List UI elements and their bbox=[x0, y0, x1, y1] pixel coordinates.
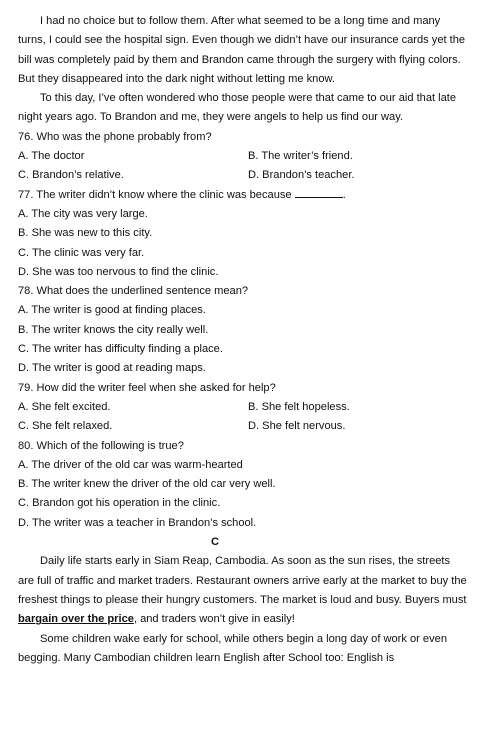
option-b: B. The writer knew the driver of the old car very well. bbox=[18, 478, 276, 491]
option-c: C. The clinic was very far. bbox=[18, 246, 145, 259]
passage-paragraph: Some children wake early for school, while others begin a long day of work or even begging. Many Cambodian children learn English after School too: English is bbox=[18, 632, 447, 664]
option-a: A. The writer is good at finding places. bbox=[18, 304, 206, 317]
question-76-options-row-1 bbox=[18, 147, 468, 166]
question-76-stem: 76. Who was the phone probably from? bbox=[18, 130, 212, 143]
question-79-stem: 79. How did the writer feel when she asked for help? bbox=[18, 381, 276, 394]
question-77-stem: 77. The writer didn’t know where the clinic was because . bbox=[18, 188, 346, 201]
option-d: D. The writer is good at reading maps. bbox=[18, 362, 206, 375]
section-heading: C bbox=[210, 536, 219, 549]
option-d: D. Brandon’s teacher. bbox=[248, 169, 355, 182]
answer-blank bbox=[295, 187, 343, 198]
option-c: C. She felt relaxed. bbox=[18, 420, 113, 433]
option-b: B. The writer knows the city really well. bbox=[18, 323, 209, 336]
option-b: B. She felt hopeless. bbox=[248, 400, 350, 413]
option-a: A. The driver of the old car was warm-hearted bbox=[18, 458, 243, 471]
question-80-stem: 80. Which of the following is true? bbox=[18, 439, 184, 452]
question-79-options-row-1 bbox=[18, 398, 468, 417]
question-79-options-row-2 bbox=[18, 417, 468, 436]
option-a: A. She felt excited. bbox=[18, 400, 111, 413]
option-c: C. Brandon’s relative. bbox=[18, 169, 124, 182]
option-a: A. The city was very large. bbox=[18, 207, 148, 220]
option-a: A. The doctor bbox=[18, 150, 85, 163]
option-b: B. The writer’s friend. bbox=[248, 150, 353, 163]
passage-paragraph: To this day, I’ve often wondered who those people were that came to our aid that late night years ago. To Brandon and me, they were angels to help us find our way. bbox=[18, 92, 457, 124]
passage-paragraph: I had no choice but to follow them. After what seemed to be a long time and many turns, I could see the hospital sign. Even though we didn’t have our insurance cards yet the bill was completely paid by them and Brandon came through the surgery with flying colors. But they disappeared into the dark night without letting me know. bbox=[18, 15, 466, 85]
option-c: C. The writer has difficulty finding a place. bbox=[18, 343, 223, 356]
option-d: D. The writer was a teacher in Brandon’s school. bbox=[18, 516, 257, 529]
option-d: D. She was too nervous to find the clinic. bbox=[18, 265, 219, 278]
option-b: B. She was new to this city. bbox=[18, 227, 153, 240]
underlined-phrase: bargain over the price bbox=[18, 613, 134, 626]
question-76-options-row-2 bbox=[18, 166, 468, 185]
question-78-stem: 78. What does the underlined sentence mean? bbox=[18, 285, 249, 298]
option-c: C. Brandon got his operation in the clinic. bbox=[18, 497, 221, 510]
option-d: D. She felt nervous. bbox=[248, 420, 346, 433]
passage-paragraph: Daily life starts early in Siam Reap, Cambodia. As soon as the sun rises, the streets are full of traffic and market traders. Restaurant owners arrive early at the market to buy the freshest things to please their hungry customers. The market is loud and busy. Buyers must bargain over the price, and traders won’t give in easily! bbox=[18, 555, 467, 626]
